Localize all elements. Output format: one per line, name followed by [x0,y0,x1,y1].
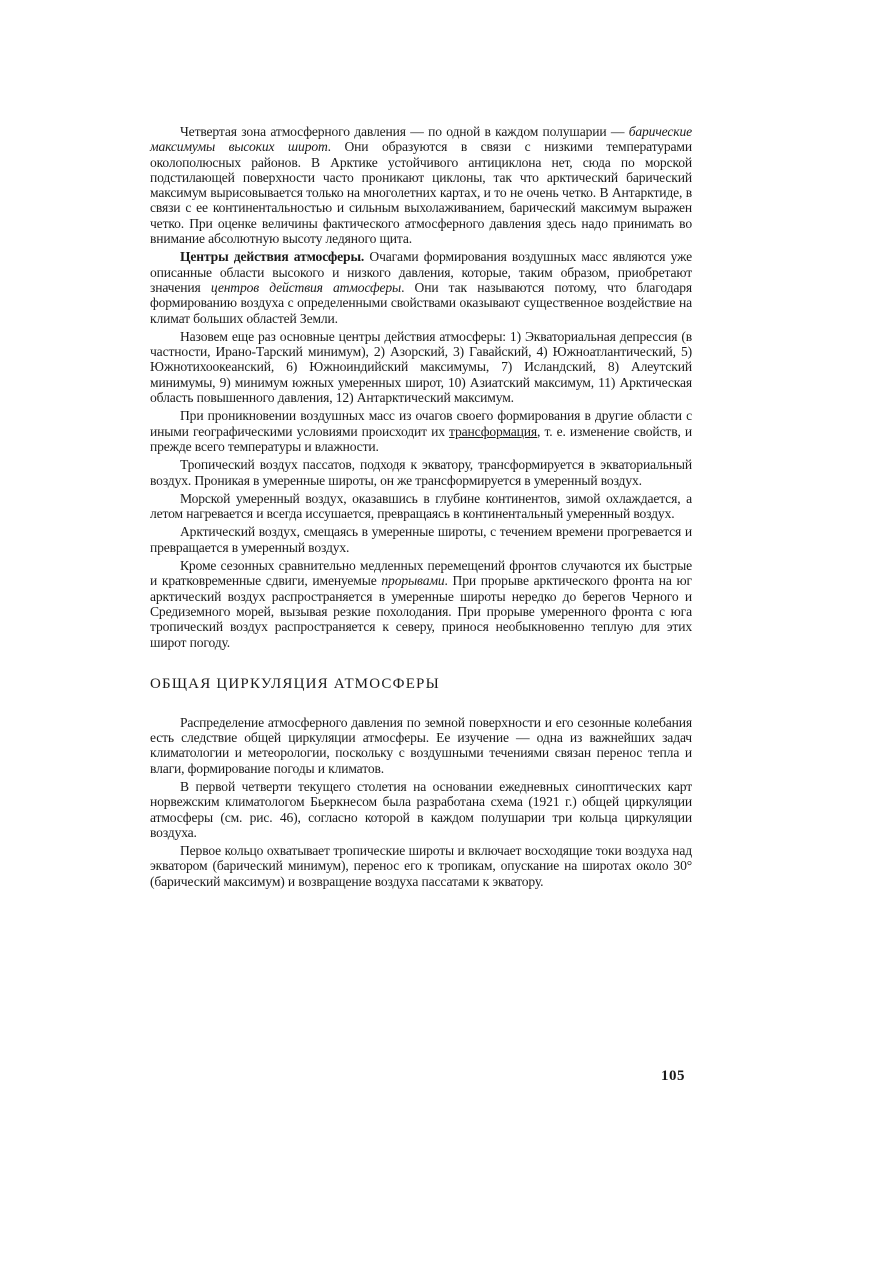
text-run: Четвертая зона атмосферного давления — по одной в каждом полушарии — [180,124,629,139]
text-run: При проникновении воздушных масс из очагов своего формирования в другие области с иными географическими условиями происходит их [150,408,692,439]
italic-term: барические максимумы высоких широт [150,124,692,155]
text-run: Кроме сезонных сравнительно медленных перемещений фронтов случаются их быстрые и кратковременные сдвиги, именуемые [150,558,692,589]
page-number: 105 [661,1068,685,1084]
paragraph-high-latitude-maxima [150,124,692,246]
italic-term: центров действия атмосферы [210,279,402,295]
paragraph-tropical-air: Тропический воздух пассатов, подходя к экватору, трансформируется в экваториальный воздух. Проникая в умеренные широты, он же трансформируется в умеренный воздух. [150,457,692,488]
paragraph-bjerknes-scheme: В первой четверти текущего столетия на основании ежедневных синоптических карт норвежским климатологом Бьеркнесом была разработана схема (1921 г.) общей циркуляции атмосферы (см. рис. 46), согласно которой в каждом полушарии три кольца циркуляции воздуха. [150,778,692,840]
paragraph-action-centers [150,249,692,325]
text-run: Очагами формирования воздушных масс являются уже описанные области высокого и низкого давления, которые, таким образом, приобретают значения [150,249,693,295]
section-heading: ОБЩАЯ ЦИРКУЛЯЦИЯ АТМОСФЕРЫ [150,675,440,692]
bold-term: Центры действия атмосферы. [180,249,365,265]
text-run: . Они так называются потому, что благодаря формированию воздуха с определенными свойствами оказывают существенное воздействие на климат больших областей Земли. [150,279,692,326]
paragraph-general-circulation: Распределение атмосферного давления по земной поверхности и его сезонные колебания есть следствие общей циркуляции атмосферы. Ее изучение — одна из важнейших задач климатологии и метеорологии, поскольку с воздушными течениями связан перенос тепла и влаги, формирование погоды и климатов. [150,714,692,776]
text-run: , т. е. изменение свойств, и прежде всего температуры и влажности. [150,423,692,454]
text-run: . При прорыве арктического фронта на юг арктический воздух распространяется в умеренные широты нередко до берегов Черного и Средиземного морей, вызывая резкие похолодания. При прорыве умеренного фронта с юга тропический воздух распространяется к северу, принося необыкновенно теплую для этих широт погоду. [150,573,692,650]
paragraph-front-breakthroughs [150,558,692,650]
italic-term: прорывами [381,573,445,589]
paragraph-action-centers-list: Назовем еще раз основные центры действия атмосферы: 1) Экваториальная депрессия (в частности, Ирано-Тарский минимум), 2) Азорский, 3) Гавайский, 4) Южноатлантический, 5) Южнотихоокеанский, 6) Южноиндийский максимумы, 7) Исландский, 8) Алеутский минимумы, 9) минимум южных умеренных широт, 10) Азиатский максимум, 11) Арктическая область повышенного давления, 12) Антарктический максимум. [150,328,692,406]
page-content [150,124,692,892]
paragraph-marine-air: Морской умеренный воздух, оказавшись в глубине континентов, зимой охлаждается, а летом нагревается и всегда иссушается, превращаясь в континентальный умеренный воздух. [150,490,692,522]
text-run: . Они образуются в связи с низкими температурами околополюсных районов. В Арктике устойчивого антициклона нет, сюда по морской подстилающей поверхности часто проникают циклоны, так что арктический барический максимум вырисовывается только на многолетних картах, и то не очень четко. В Антарктиде, в связи с ее континентальностью и сильным выхолаживанием, барический максимум выражен четко. При оценке величины фактического атмосферного давления здесь надо принимать во внимание абсолютную высоту ледяного щита. [150,139,693,247]
paragraph-first-ring: Первое кольцо охватывает тропические широты и включает восходящие токи воздуха над экватором (барический минимум), перенос его к тропикам, опускание на широтах около 30° (барический максимум) и возвращение воздуха пассатами к экватору. [150,843,692,889]
paragraph-transformation [150,408,692,454]
underlined-term: трансформация [449,423,538,439]
paragraph-arctic-air: Арктический воздух, смещаясь в умеренные широты, с течением времени прогревается и превращается в умеренный воздух. [150,524,692,555]
